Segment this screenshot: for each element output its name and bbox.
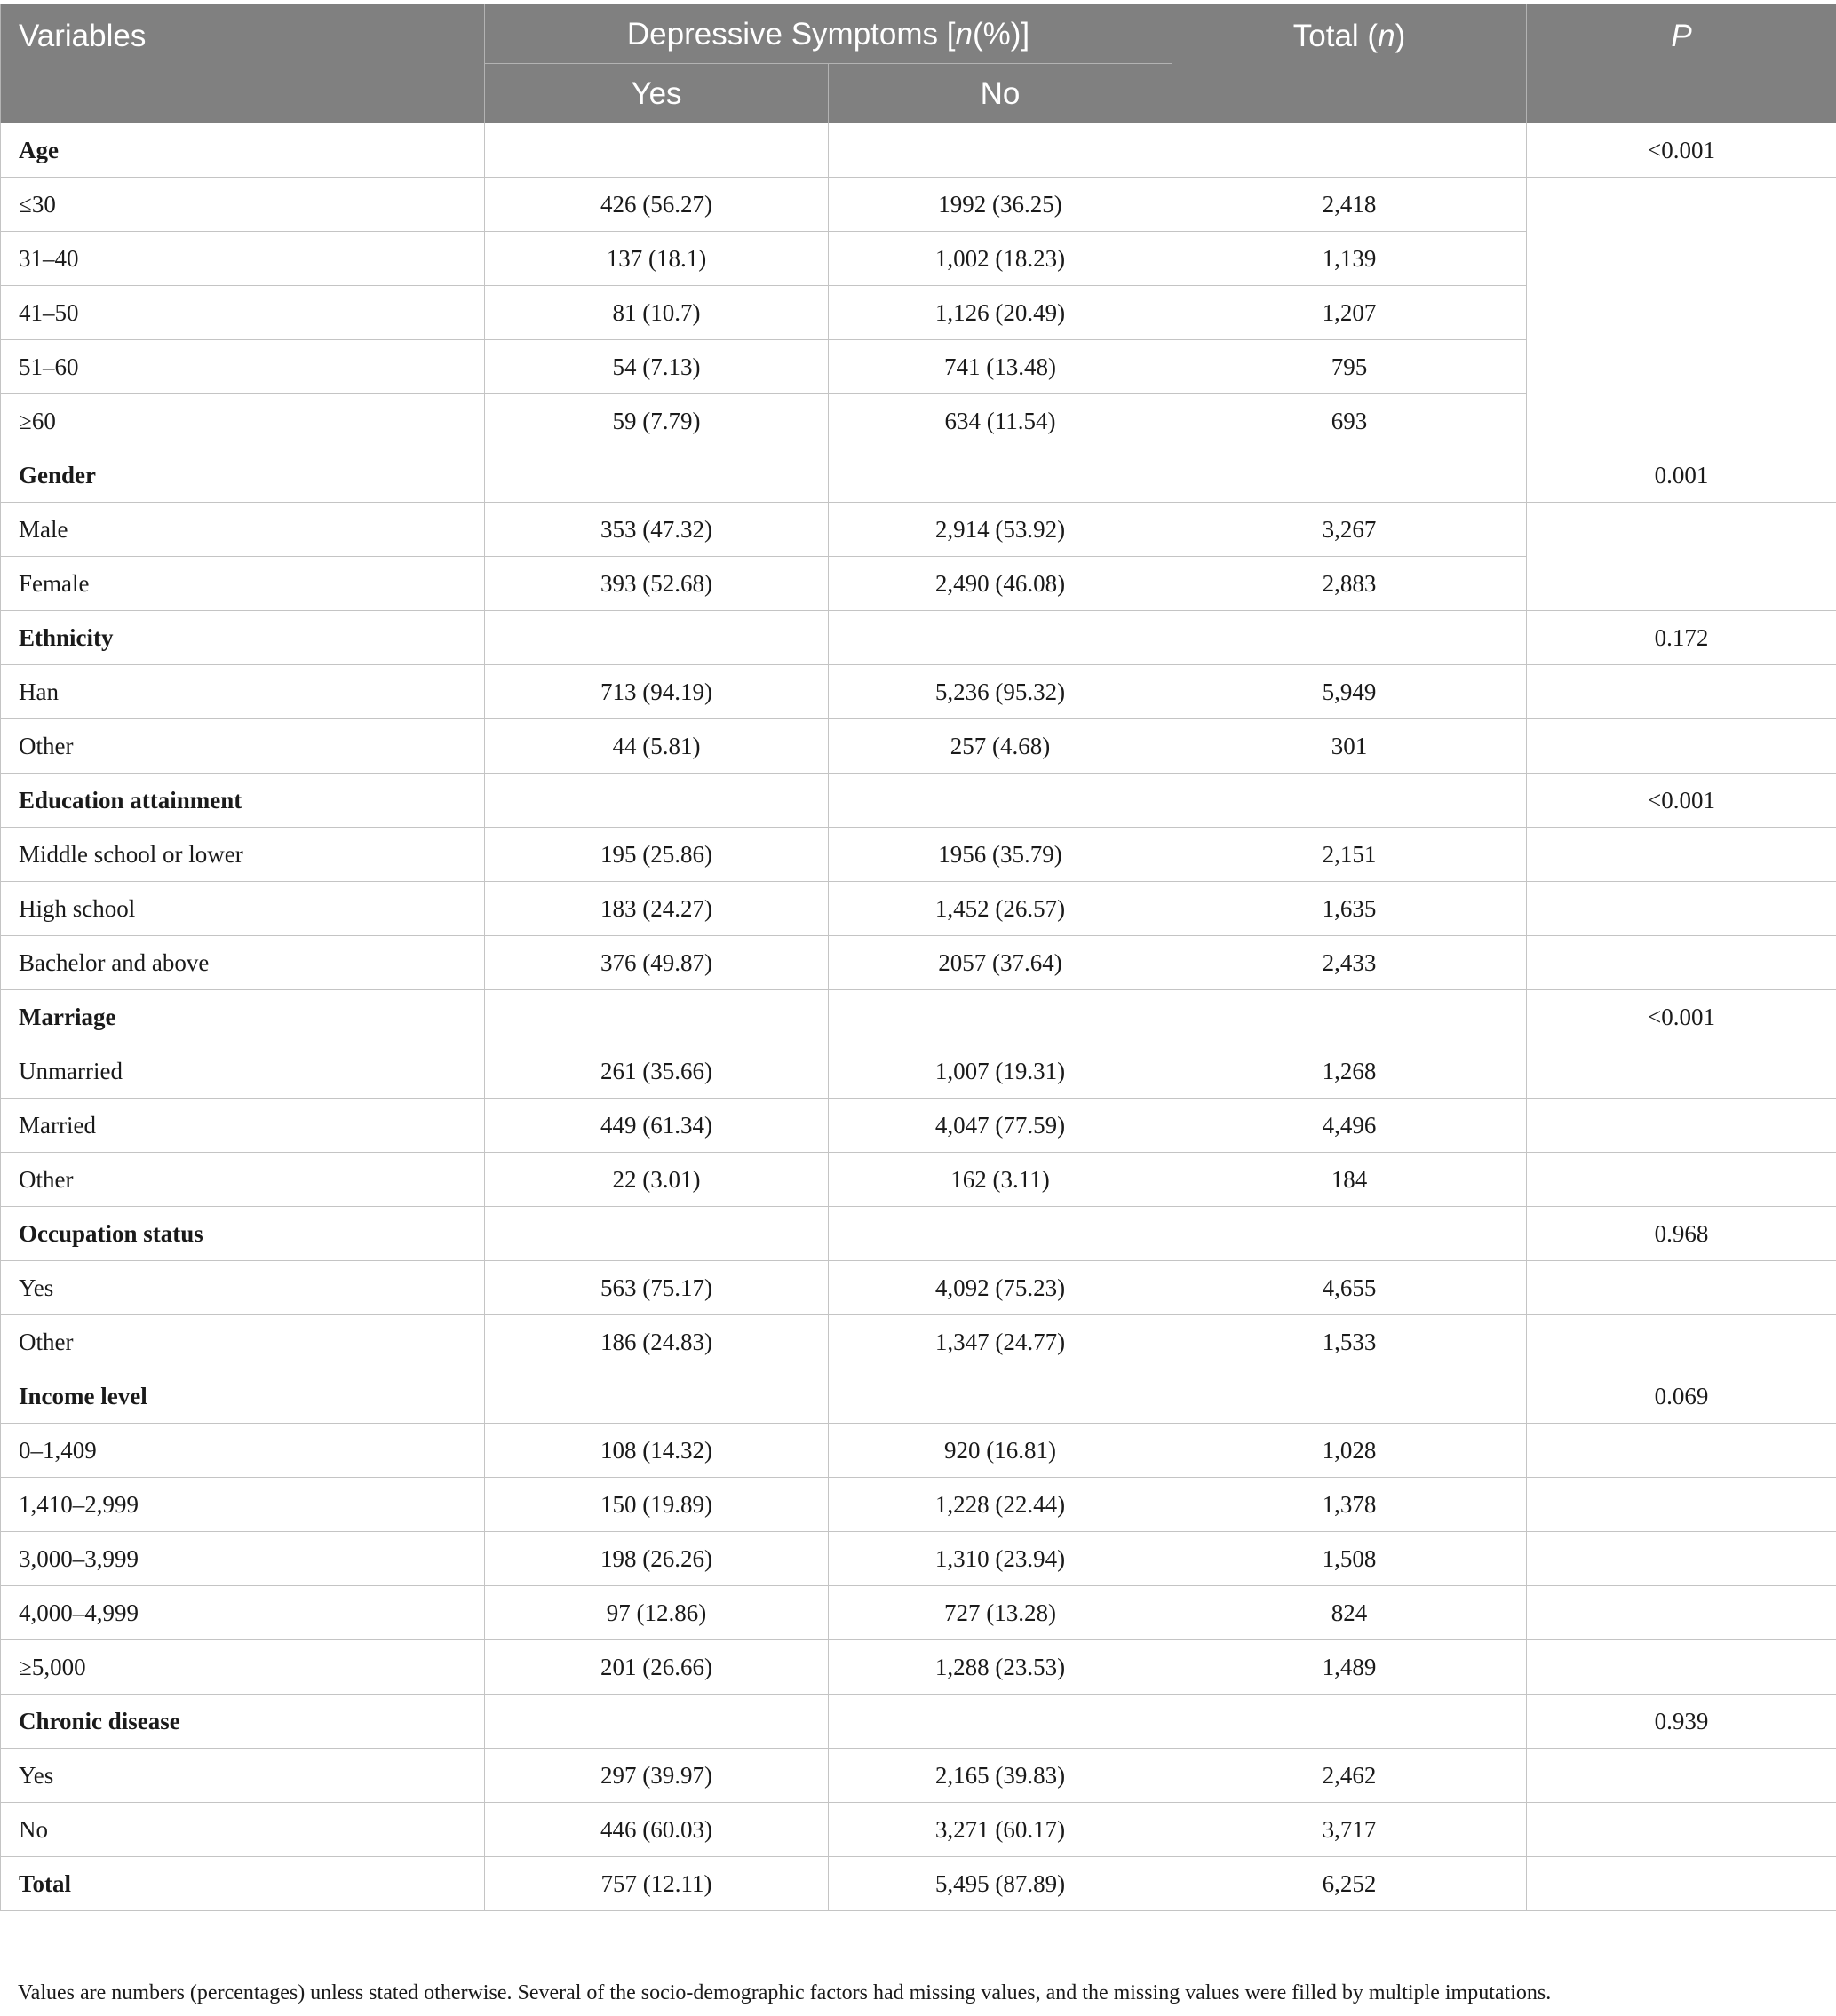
- header-yes: Yes: [485, 64, 829, 123]
- category-row: [1, 1695, 1836, 1749]
- cell-total: 1,508: [1172, 1532, 1527, 1586]
- cell-yes: 59 (7.79): [485, 394, 829, 448]
- cell-yes: 54 (7.13): [485, 340, 829, 394]
- row-label: 1,410–2,999: [1, 1478, 485, 1532]
- cell-no: 2057 (37.64): [829, 936, 1172, 990]
- cell-yes: 446 (60.03): [485, 1803, 829, 1857]
- cell-total: [1172, 123, 1527, 178]
- cell-p-value: 0.939: [1527, 1695, 1836, 1749]
- cell-total: 4,496: [1172, 1099, 1527, 1153]
- cell-total: 1,207: [1172, 286, 1527, 340]
- cell-no: 1,452 (26.57): [829, 882, 1172, 936]
- cell-p-value: 0.001: [1527, 448, 1836, 503]
- cell-total: 3,267: [1172, 503, 1527, 557]
- cell-total: [1172, 611, 1527, 665]
- cell-no: [829, 774, 1172, 828]
- row-label: Married: [1, 1099, 485, 1153]
- category-row: [1, 123, 1836, 178]
- cell-yes: [485, 1695, 829, 1749]
- cell-p-value: <0.001: [1527, 990, 1836, 1044]
- row-label: Age: [1, 123, 485, 178]
- table-footnote: Values are numbers (percentages) unless stated otherwise. Several of the socio-demographic factors had missing values, and the missing values were filled by multiple imputations.: [18, 1981, 1552, 2004]
- table-body: [1, 123, 1836, 1911]
- cell-total: [1172, 1207, 1527, 1261]
- cell-no: 1,288 (23.53): [829, 1640, 1172, 1695]
- row-label: ≥5,000: [1, 1640, 485, 1695]
- cell-total: 184: [1172, 1153, 1527, 1207]
- cell-yes: 297 (39.97): [485, 1749, 829, 1803]
- cell-no: 920 (16.81): [829, 1424, 1172, 1478]
- table-row: [1, 1044, 1836, 1099]
- cell-yes: 376 (49.87): [485, 936, 829, 990]
- cell-p-value: [1527, 828, 1836, 882]
- cell-p-value: [1527, 1586, 1836, 1640]
- cell-no: 1992 (36.25): [829, 178, 1172, 232]
- cell-total: 1,139: [1172, 232, 1527, 286]
- cell-p-value: [1527, 1153, 1836, 1207]
- row-label: 31–40: [1, 232, 485, 286]
- row-label: Marriage: [1, 990, 485, 1044]
- cell-no: 4,047 (77.59): [829, 1099, 1172, 1153]
- cell-p-value: 0.968: [1527, 1207, 1836, 1261]
- cell-p-value: [1527, 1478, 1836, 1532]
- cell-p-value: [1527, 936, 1836, 990]
- cell-total: 693: [1172, 394, 1527, 448]
- cell-p-value: [1527, 719, 1836, 774]
- cell-yes: 183 (24.27): [485, 882, 829, 936]
- category-row: [1, 1207, 1836, 1261]
- row-label: No: [1, 1803, 485, 1857]
- cell-yes: 393 (52.68): [485, 557, 829, 611]
- cell-yes: 44 (5.81): [485, 719, 829, 774]
- table-row: [1, 1099, 1836, 1153]
- cell-yes: 97 (12.86): [485, 1586, 829, 1640]
- header-no: No: [829, 64, 1172, 123]
- header-p-value: P: [1527, 4, 1836, 123]
- table-row: [1, 1586, 1836, 1640]
- cell-no: [829, 990, 1172, 1044]
- row-label: Other: [1, 719, 485, 774]
- header-depressive-symptoms: Depressive Symptoms [n(%)]: [485, 4, 1172, 64]
- cell-yes: 757 (12.11): [485, 1857, 829, 1911]
- cell-yes: 353 (47.32): [485, 503, 829, 557]
- cell-p-value: [1527, 665, 1836, 719]
- cell-p-value: 0.069: [1527, 1369, 1836, 1424]
- cell-yes: 150 (19.89): [485, 1478, 829, 1532]
- row-label: 0–1,409: [1, 1424, 485, 1478]
- table-row: [1, 1640, 1836, 1695]
- cell-total: 1,268: [1172, 1044, 1527, 1099]
- cell-total: 1,378: [1172, 1478, 1527, 1532]
- cell-no: 162 (3.11): [829, 1153, 1172, 1207]
- row-label: Han: [1, 665, 485, 719]
- row-label: Ethnicity: [1, 611, 485, 665]
- cell-p-value: [1527, 1099, 1836, 1153]
- table-row: [1, 503, 1836, 557]
- cell-no: 2,914 (53.92): [829, 503, 1172, 557]
- table-row: [1, 828, 1836, 882]
- cell-no: 2,490 (46.08): [829, 557, 1172, 611]
- cell-no: 741 (13.48): [829, 340, 1172, 394]
- row-label: Chronic disease: [1, 1695, 485, 1749]
- table-row: [1, 1749, 1836, 1803]
- row-label: Other: [1, 1315, 485, 1369]
- cell-p-value-merged: [1527, 178, 1836, 448]
- row-label: Other: [1, 1153, 485, 1207]
- cell-yes: [485, 990, 829, 1044]
- table-row: [1, 665, 1836, 719]
- cell-total: [1172, 990, 1527, 1044]
- cell-p-value: [1527, 1857, 1836, 1911]
- row-label: Income level: [1, 1369, 485, 1424]
- cell-total: 1,489: [1172, 1640, 1527, 1695]
- cell-yes: [485, 774, 829, 828]
- cell-total: 824: [1172, 1586, 1527, 1640]
- table-header: [1, 4, 1836, 123]
- category-row: [1, 448, 1836, 503]
- cell-total: 3,717: [1172, 1803, 1527, 1857]
- category-row: [1, 611, 1836, 665]
- cell-yes: 426 (56.27): [485, 178, 829, 232]
- row-label: 51–60: [1, 340, 485, 394]
- table-row: [1, 1153, 1836, 1207]
- table-row: [1, 1532, 1836, 1586]
- cell-yes: 713 (94.19): [485, 665, 829, 719]
- cell-yes: [485, 123, 829, 178]
- data-table: [0, 4, 1836, 1911]
- cell-total: [1172, 1695, 1527, 1749]
- header-variables: Variables: [1, 4, 485, 123]
- table-row: [1, 178, 1836, 232]
- cell-p-value: <0.001: [1527, 123, 1836, 178]
- cell-total: 795: [1172, 340, 1527, 394]
- cell-total: [1172, 774, 1527, 828]
- table-row: [1, 1424, 1836, 1478]
- cell-no: [829, 1369, 1172, 1424]
- cell-total: 2,151: [1172, 828, 1527, 882]
- cell-no: 5,236 (95.32): [829, 665, 1172, 719]
- cell-yes: 563 (75.17): [485, 1261, 829, 1315]
- row-label: Yes: [1, 1749, 485, 1803]
- cell-total: 1,533: [1172, 1315, 1527, 1369]
- cell-total: 2,433: [1172, 936, 1527, 990]
- cell-yes: 137 (18.1): [485, 232, 829, 286]
- cell-p-value: 0.172: [1527, 611, 1836, 665]
- cell-p-value: [1527, 1424, 1836, 1478]
- cell-total: 5,949: [1172, 665, 1527, 719]
- cell-total: 2,462: [1172, 1749, 1527, 1803]
- table-row: [1, 1315, 1836, 1369]
- cell-yes: 195 (25.86): [485, 828, 829, 882]
- total-row: [1, 1857, 1836, 1911]
- cell-no: [829, 1695, 1172, 1749]
- cell-no: 257 (4.68): [829, 719, 1172, 774]
- cell-total: 301: [1172, 719, 1527, 774]
- cell-p-value: [1527, 1803, 1836, 1857]
- cell-total: 2,883: [1172, 557, 1527, 611]
- cell-total: 1,635: [1172, 882, 1527, 936]
- cell-no: 1,310 (23.94): [829, 1532, 1172, 1586]
- table-row: [1, 882, 1836, 936]
- cell-yes: 261 (35.66): [485, 1044, 829, 1099]
- table-row: [1, 719, 1836, 774]
- cell-yes: 108 (14.32): [485, 1424, 829, 1478]
- cell-p-value: [1527, 1044, 1836, 1099]
- cell-p-value: [1527, 1749, 1836, 1803]
- cell-no: [829, 1207, 1172, 1261]
- cell-no: 5,495 (87.89): [829, 1857, 1172, 1911]
- table-row: [1, 1803, 1836, 1857]
- table-row: [1, 1478, 1836, 1532]
- row-label: Gender: [1, 448, 485, 503]
- cell-p-value: <0.001: [1527, 774, 1836, 828]
- category-row: [1, 774, 1836, 828]
- cell-no: 1,347 (24.77): [829, 1315, 1172, 1369]
- cell-yes: [485, 611, 829, 665]
- cell-p-value: [1527, 1640, 1836, 1695]
- cell-total: 1,028: [1172, 1424, 1527, 1478]
- row-label: Total: [1, 1857, 485, 1911]
- cell-yes: 449 (61.34): [485, 1099, 829, 1153]
- row-label: High school: [1, 882, 485, 936]
- row-label: Education attainment: [1, 774, 485, 828]
- cell-yes: 186 (24.83): [485, 1315, 829, 1369]
- cell-no: 2,165 (39.83): [829, 1749, 1172, 1803]
- cell-total: 2,418: [1172, 178, 1527, 232]
- row-label: Male: [1, 503, 485, 557]
- cell-yes: 201 (26.66): [485, 1640, 829, 1695]
- row-label: Bachelor and above: [1, 936, 485, 990]
- row-label: Female: [1, 557, 485, 611]
- cell-p-value: [1527, 1315, 1836, 1369]
- category-row: [1, 990, 1836, 1044]
- cell-no: 1,007 (19.31): [829, 1044, 1172, 1099]
- cell-no: [829, 448, 1172, 503]
- row-label: Unmarried: [1, 1044, 485, 1099]
- cell-no: [829, 123, 1172, 178]
- cell-yes: [485, 1369, 829, 1424]
- cell-no: 1,126 (20.49): [829, 286, 1172, 340]
- cell-yes: [485, 1207, 829, 1261]
- cell-yes: 22 (3.01): [485, 1153, 829, 1207]
- cell-yes: [485, 448, 829, 503]
- cell-yes: 198 (26.26): [485, 1532, 829, 1586]
- cell-p-value: [1527, 1532, 1836, 1586]
- cell-no: 1,002 (18.23): [829, 232, 1172, 286]
- row-label: 3,000–3,999: [1, 1532, 485, 1586]
- row-label: 41–50: [1, 286, 485, 340]
- row-label: 4,000–4,999: [1, 1586, 485, 1640]
- row-label: Yes: [1, 1261, 485, 1315]
- cell-total: 6,252: [1172, 1857, 1527, 1911]
- cell-total: [1172, 448, 1527, 503]
- table-row: [1, 1261, 1836, 1315]
- cell-total: [1172, 1369, 1527, 1424]
- category-row: [1, 1369, 1836, 1424]
- cell-p-value-merged: [1527, 503, 1836, 611]
- table-row: [1, 936, 1836, 990]
- header-total: Total (n): [1172, 4, 1527, 123]
- row-label: Middle school or lower: [1, 828, 485, 882]
- cell-no: 634 (11.54): [829, 394, 1172, 448]
- cell-no: 3,271 (60.17): [829, 1803, 1172, 1857]
- row-label: Occupation status: [1, 1207, 485, 1261]
- cell-no: 1956 (35.79): [829, 828, 1172, 882]
- cell-no: [829, 611, 1172, 665]
- row-label: ≤30: [1, 178, 485, 232]
- cell-no: 727 (13.28): [829, 1586, 1172, 1640]
- cell-p-value: [1527, 882, 1836, 936]
- cell-no: 4,092 (75.23): [829, 1261, 1172, 1315]
- cell-p-value: [1527, 1261, 1836, 1315]
- cell-yes: 81 (10.7): [485, 286, 829, 340]
- cell-no: 1,228 (22.44): [829, 1478, 1172, 1532]
- row-label: ≥60: [1, 394, 485, 448]
- cell-total: 4,655: [1172, 1261, 1527, 1315]
